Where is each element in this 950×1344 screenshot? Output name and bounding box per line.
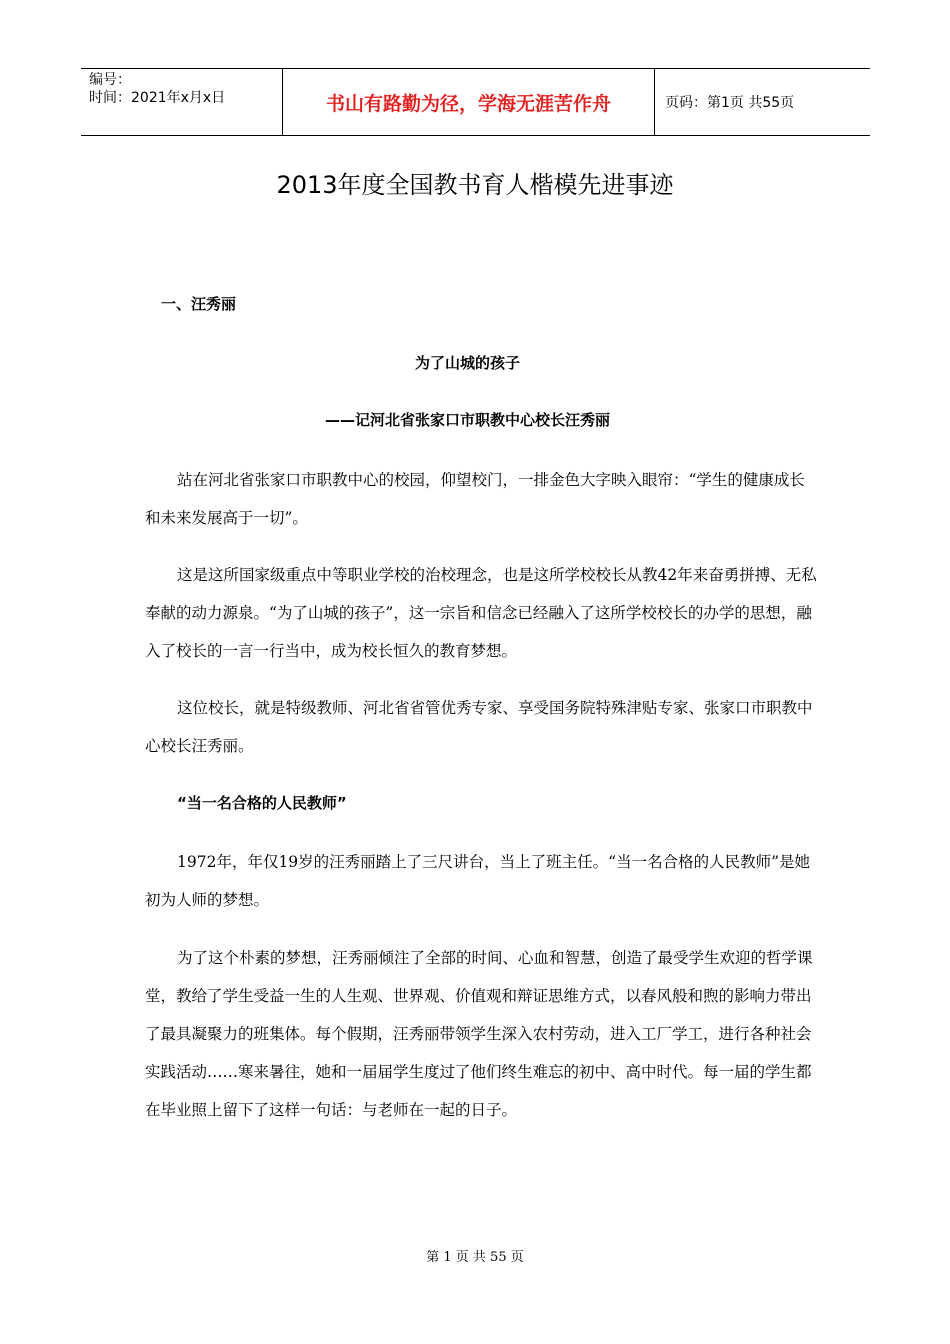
document-title: 2013年度全国教书育人楷模先进事迹: [276, 171, 674, 199]
header-motto: 书山有路勤为径，学海无涯苦作舟: [282, 69, 655, 135]
paragraph: 为了这个朴素的梦想，汪秀丽倾注了全部的时间、心血和智慧，创造了最受学生欢迎的哲学课堂，教给了学生受益一生的人生观、世界观、价值观和辩证思维方式，以春风般和煦的影响力带出了最具凝聚力的班集体。每个假期，汪秀丽带领学生深入农村劳动，进入工厂学工，进行各种社会实践活动……寒来暑往，她和一届届学生度过了他们终生难忘的初中、高中时代。每一届的学生都在毕业照上留下了这样一句话：与老师在一起的日子。: [145, 949, 813, 1119]
page-footer: 第 1 页 共 55 页: [426, 1250, 524, 1265]
article-title: 为了山城的孩子: [414, 354, 520, 372]
page-header: [81, 68, 870, 136]
subheading: “当一名合格的人民教师”: [177, 794, 347, 812]
paragraph: 这位校长，就是特级教师、河北省省管优秀专家、享受国务院特殊津贴专家、张家口市职教中心校长汪秀丽。: [145, 699, 813, 755]
header-number-label: 编号：: [89, 72, 131, 88]
section-heading: 一、汪秀丽: [161, 295, 237, 313]
header-meta: [81, 69, 282, 135]
paragraph: 1972年，年仅19岁的汪秀丽踏上了三尺讲台，当上了班主任。“当一名合格的人民教师”是她初为人师的梦想。: [145, 853, 811, 909]
article-subtitle: ——记河北省张家口市职教中心校长汪秀丽: [324, 411, 610, 429]
paragraph: 站在河北省张家口市职教中心的校园，仰望校门，一排金色大字映入眼帘：“学生的健康成长和未来发展高于一切”。: [145, 471, 805, 527]
header-date-label: 时间：2021年x月x日: [89, 90, 226, 106]
paragraph: 这是这所国家级重点中等职业学校的治校理念，也是这所学校校长从教42年来奋勇拼搏、无私奉献的动力源泉。“为了山城的孩子”，这一宗旨和信念已经融入了这所学校校长的办学的思想，融入了校长的一言一行当中，成为校长恒久的教育梦想。: [145, 566, 817, 660]
header-page-info: 页码：第1页 共55页: [665, 95, 795, 111]
